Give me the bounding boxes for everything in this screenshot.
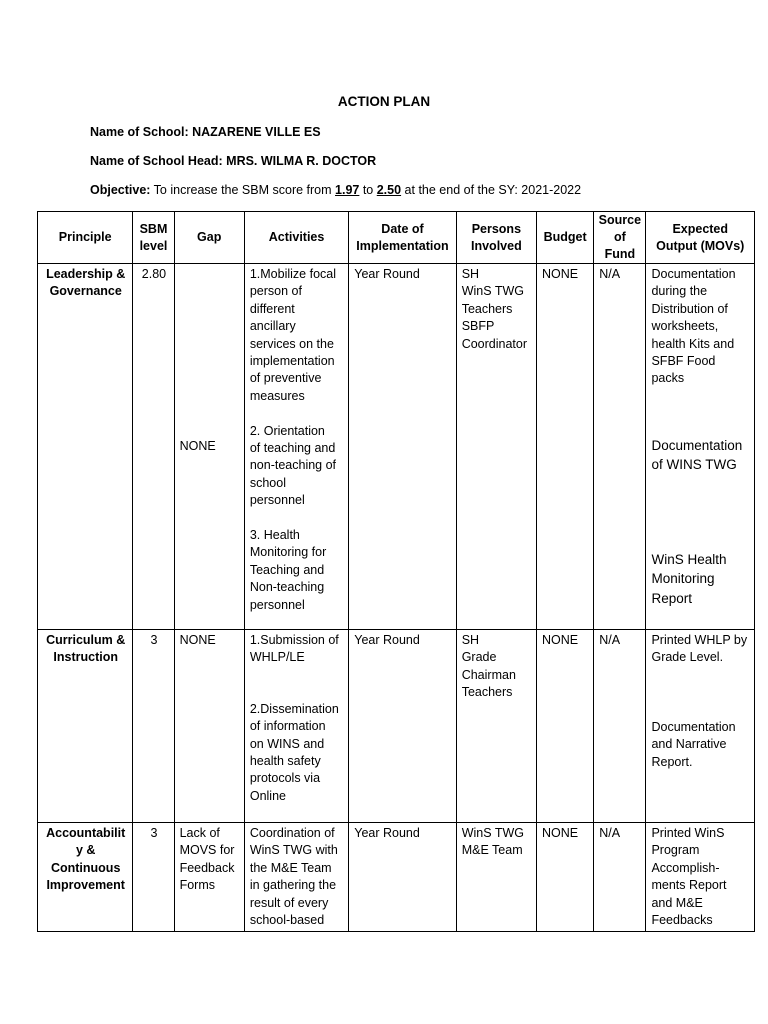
spacer [250,667,344,701]
output-line: Printed WHLP by [651,633,748,647]
activity-line: personnel [249,597,305,612]
output-line: Report. [651,754,693,769]
header-date-2: Implementation [356,238,449,253]
cell-date: Year Round [349,630,456,823]
activity-line: 2. Orientation [249,423,325,438]
activity-line: Monitoring for [249,545,327,560]
person-line: SH [461,633,480,647]
activity-line: health safety [249,754,321,769]
header-budget: Budget [537,212,594,264]
spacer [250,405,344,422]
activity-line: of teaching and [249,441,336,456]
objective-label: Objective: [90,183,151,197]
cell-activities [244,264,348,630]
header-activities: Activities [244,212,348,264]
activity-line: non-teaching of [249,458,337,473]
output-line: during the [651,284,708,299]
output-line: Documentation [651,267,736,281]
activity-line: 3. Health [249,528,300,543]
header-sbm-level [133,212,174,264]
gap-line: Forms [179,878,215,893]
activity-line: WHLP/LE [249,650,305,665]
activity-line: Non-teaching [249,580,325,595]
objective-mid: to [359,183,377,197]
output-line: WinS Health [651,551,727,567]
cell-sbm-level: 3 [133,630,174,823]
activity-line: Online [249,788,286,803]
objective-post: at the end of the SY: 2021-2022 [401,183,582,197]
output-line: health Kits and [651,336,735,351]
activity-line: 1.Mobilize focal [249,267,336,281]
cell-source: N/A [594,630,646,823]
objective-line [90,183,581,197]
header-output [646,212,755,264]
head-label: Name of School Head: [90,154,223,168]
cell-date: Year Round [349,264,456,630]
cell-gap: NONE [174,264,244,630]
activity-line: services on the [249,336,334,351]
document-title: ACTION PLAN [337,94,431,109]
activity-line: school-based [249,913,325,928]
table-row [38,630,755,823]
output-line: Monitoring [651,571,715,587]
cell-sbm-level: 3 [133,823,174,932]
cell-activities [244,823,348,932]
person-line: Grade [461,650,497,665]
activity-line: Coordination of [249,826,335,840]
output-line: Documentation [651,719,736,734]
header-output-2: Output (MOVs) [656,238,745,253]
cell-output [646,630,755,823]
activity-line: of preventive [249,371,322,386]
output-line: Documentation [651,437,743,453]
header-persons-1: Persons [471,221,522,236]
output-line: Printed WinS [651,826,725,840]
principle-line: Leadership & [46,267,126,281]
cell-persons [456,823,536,932]
header-source-2: of [613,230,626,244]
objective-pre: To increase the SBM score from [150,183,336,197]
activity-line: ancillary [249,319,296,334]
output-line: SFBF Food packs [651,354,716,386]
principle-line: Accountabilit [46,826,126,840]
output-line: Grade Level. [651,650,724,665]
header-gap: Gap [174,212,244,264]
cell-output [646,823,755,932]
cell-gap [174,823,244,932]
activity-line: in gathering the [249,878,337,893]
activity-line: result of every [249,895,329,910]
table-row [38,823,755,932]
spacer [651,388,750,436]
header-date [349,212,456,264]
output-line: Report [651,590,692,606]
cell-budget: NONE [537,630,594,823]
activity-line: on WINS and [249,736,325,751]
principle-line: Improvement [46,878,125,893]
activity-line: Teaching and [249,562,325,577]
activity-line: protocols via [249,771,321,786]
activity-line: school [249,475,286,490]
person-line: WinS TWG [461,284,524,299]
activity-line: WinS TWG with [249,843,338,858]
table-row [38,264,755,630]
activity-line: 2.Dissemination [249,701,339,716]
header-source-3: Fund [604,247,636,261]
principle-line: y & [75,843,96,858]
person-line: M&E Team [461,843,523,858]
person-line: SH [461,267,480,281]
cell-principle [38,630,133,823]
principle-line: Continuous [50,860,121,875]
score-to: 2.50 [376,183,402,197]
cell-source: N/A [594,264,646,630]
person-line: Teachers [461,301,513,316]
output-line: of WINS TWG [651,457,737,473]
person-line: SBFP [461,319,495,334]
header-output-1: Expected [672,221,729,236]
header-sbm-2: level [139,238,168,253]
cell-gap: NONE [174,630,244,823]
activity-line: of information [249,719,326,734]
gap-line: MOVS for [179,843,235,858]
cell-output [646,264,755,630]
spacer [250,510,344,527]
header-date-1: Date of [381,221,424,236]
principle-line: Governance [49,284,122,299]
principle-line: Curriculum & [46,633,126,647]
output-line: Program [651,843,700,858]
person-line: Coordinator [461,336,528,351]
school-label: Name of School: [90,125,189,139]
school-value: NAZARENE VILLE ES [192,125,321,139]
output-line: worksheets, [651,319,719,334]
header-row [38,212,755,264]
cell-persons [456,630,536,823]
cell-persons [456,264,536,630]
activity-line: different [249,301,295,316]
person-line: Chairman [461,667,516,682]
cell-budget: NONE [537,264,594,630]
header-persons [456,212,536,264]
cell-principle [38,264,133,630]
header-persons-2: Involved [471,238,522,253]
school-head-line [90,154,376,168]
output-line: and Narrative [651,737,727,752]
header-principle: Principle [38,212,133,264]
spacer [651,667,750,719]
cell-activities [244,630,348,823]
cell-budget: NONE [537,823,594,932]
output-line: and M&E [651,895,703,910]
header-sbm-1: SBM [139,221,168,236]
gap-line: Feedback [179,860,235,875]
output-line: ments Report [651,878,727,893]
principle-line: Instruction [53,650,118,665]
spacer [651,475,750,550]
output-line: Accomplish- [651,860,720,875]
activity-line: person of [249,284,302,299]
output-line: Distribution of [651,301,728,316]
cell-date: Year Round [349,823,456,932]
person-line: WinS TWG [461,826,524,840]
header-source-1: Source [598,213,642,227]
gap-line: Lack of [179,826,220,840]
activity-line: personnel [249,493,305,508]
activity-line: implementation [249,354,335,369]
head-value: MRS. WILMA R. DOCTOR [226,154,377,168]
cell-principle [38,823,133,932]
action-plan-table [37,211,755,932]
cell-sbm-level: 2.80 [133,264,174,630]
person-line: Teachers [461,685,513,700]
activity-line: 1.Submission of [249,633,339,647]
header-source [594,212,646,264]
cell-source: N/A [594,823,646,932]
activity-line: measures [249,388,305,403]
score-from: 1.97 [335,183,360,197]
school-name-line [90,125,321,139]
output-line: Feedbacks [651,913,713,928]
activity-line: the M&E Team [249,860,332,875]
